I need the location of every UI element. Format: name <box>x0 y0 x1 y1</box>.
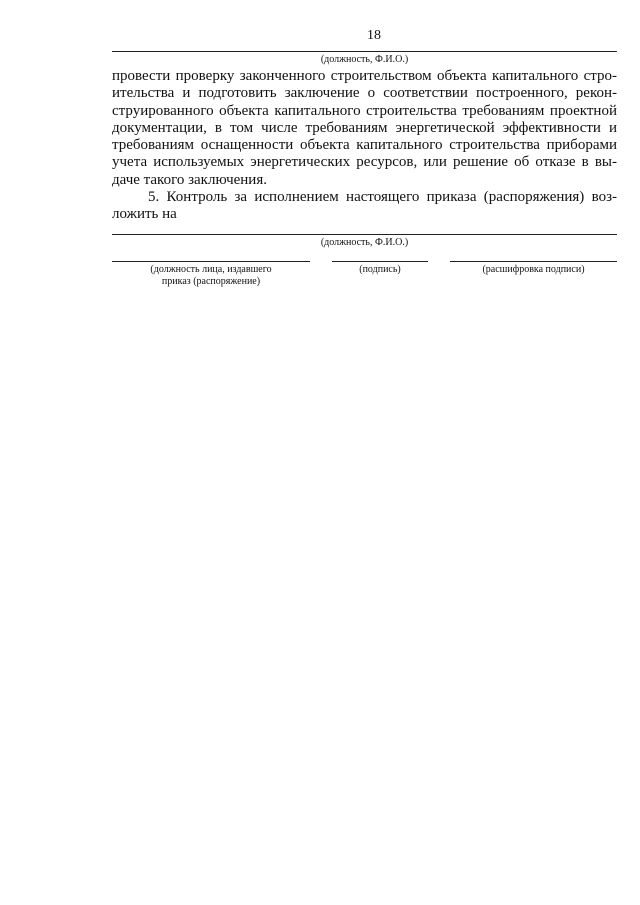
issuer-position-line <box>112 261 310 262</box>
signature-decryption-line <box>450 261 617 262</box>
position-name-line-top <box>112 51 617 52</box>
issuer-position-caption <box>112 264 310 288</box>
responsible-person-line <box>112 234 617 235</box>
position-name-caption-top: (должность, Ф.И.О.) <box>320 54 409 65</box>
page-number: 18 <box>367 28 381 43</box>
document-body <box>112 68 617 224</box>
paragraph-line: даче такого заключения. <box>112 171 267 188</box>
paragraph-line: струированного объекта капитального строительства требованиям проектной <box>112 102 617 119</box>
paragraph-line: ительства и подготовить заключение о соответствии построенного, рекон- <box>112 85 617 102</box>
signature-caption: (подпись) <box>359 264 401 275</box>
issuer-caption-line-1: (должность лица, издавшего <box>150 264 272 275</box>
item-5-line: ложить на <box>112 206 177 223</box>
item-5-line: 5. Контроль за исполнением настоящего приказа (распоряжения) воз- <box>148 189 617 206</box>
signature-decryption-caption: (расшифровка подписи) <box>482 264 585 275</box>
issuer-caption-line-2: приказ (распоряжение) <box>161 276 261 287</box>
signature-line <box>332 261 428 262</box>
paragraph-line: требованиям оснащенности объекта капитального строительства приборами <box>112 137 617 154</box>
responsible-person-caption: (должность, Ф.И.О.) <box>320 237 409 248</box>
paragraph-line: учета используемых энергетических ресурсов, или решение об отказе в вы- <box>112 154 617 171</box>
paragraph-line: провести проверку законченного строительством объекта капитального стро- <box>112 68 617 84</box>
paragraph-line: документации, в том числе требованиям энергетической эффективности и <box>112 119 617 136</box>
